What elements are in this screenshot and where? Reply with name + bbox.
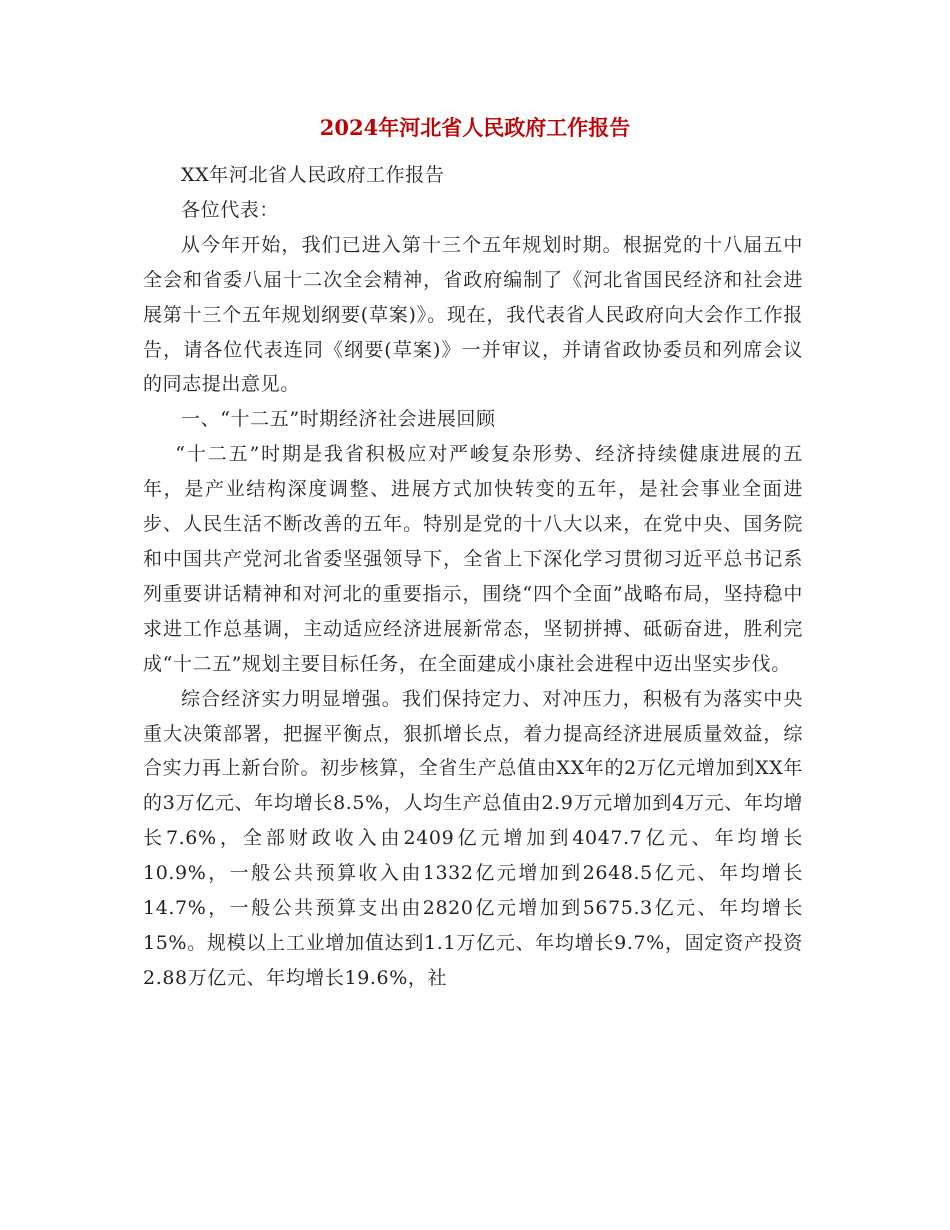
document-body [143,158,803,996]
body-paragraph: “十二五”时期是我省积极应对严峻复杂形势、经济持续健康进展的五年，是产业结构深度调整、进展方式加快转变的五年，是社会事业全面进步、人民生活不断改善的五年。特别是党的十八大以来，在党中央、国务院和中国共产党河北省委坚强领导下，全省上下深化学习贯彻习近平总书记系列重要讲话精神和对河北的重要指示，围绕“四个全面”战略布局，坚持稳中求进工作总基调，主动适应经济进展新常态，坚韧拼搏、砥砺奋进，胜利完成“十二五”规划主要目标任务，在全面建成小康社会进程中迈出坚实步伐。 [143,443,803,675]
salutation-paragraph: 各位代表： [181,198,280,221]
subtitle-paragraph: XX年河北省人民政府工作报告 [181,164,445,186]
body-paragraph: 综合经济实力明显增强。我们保持定力、对冲压力，积极有为落实中央重大决策部署，把握平衡点，狠抓增长点，着力提高经济进展质量效益，综合实力再上新台阶。初步核算，全省生产总值由XX年的2万亿元增加到XX年的3万亿元、年均增长8.5%，人均生产总值由2.9万元增加到4万元、年均增长7.6%，全部财政收入由2409亿元增加到4047.7亿元、年均增长10.9%，一般公共预算收入由1332亿元增加到2648.5亿元、年均增长14.7%，一般公共预算支出由2820亿元增加到5675.3亿元、年均增长15%。规模以上工业增加值达到1.1万亿元、年均增长9.7%，固定资产投资2.88万亿元、年均增长19.6%，社 [143,687,803,989]
body-paragraph: 从今年开始，我们已进入第十三个五年规划时期。根据党的十八届五中全会和省委八届十二次全会精神，省政府编制了《河北省国民经济和社会进展第十三个五年规划纲要(草案)》。现在，我代表省人民政府向大会作工作报告，请各位代表连同《纲要(草案)》一并审议，并请省政协委员和列席会议的同志提出意见。 [143,233,803,396]
document-title: 2024年河北省人民政府工作报告 [319,115,631,140]
section-heading: 一、“十二五”时期经济社会进展回顾 [181,408,496,431]
